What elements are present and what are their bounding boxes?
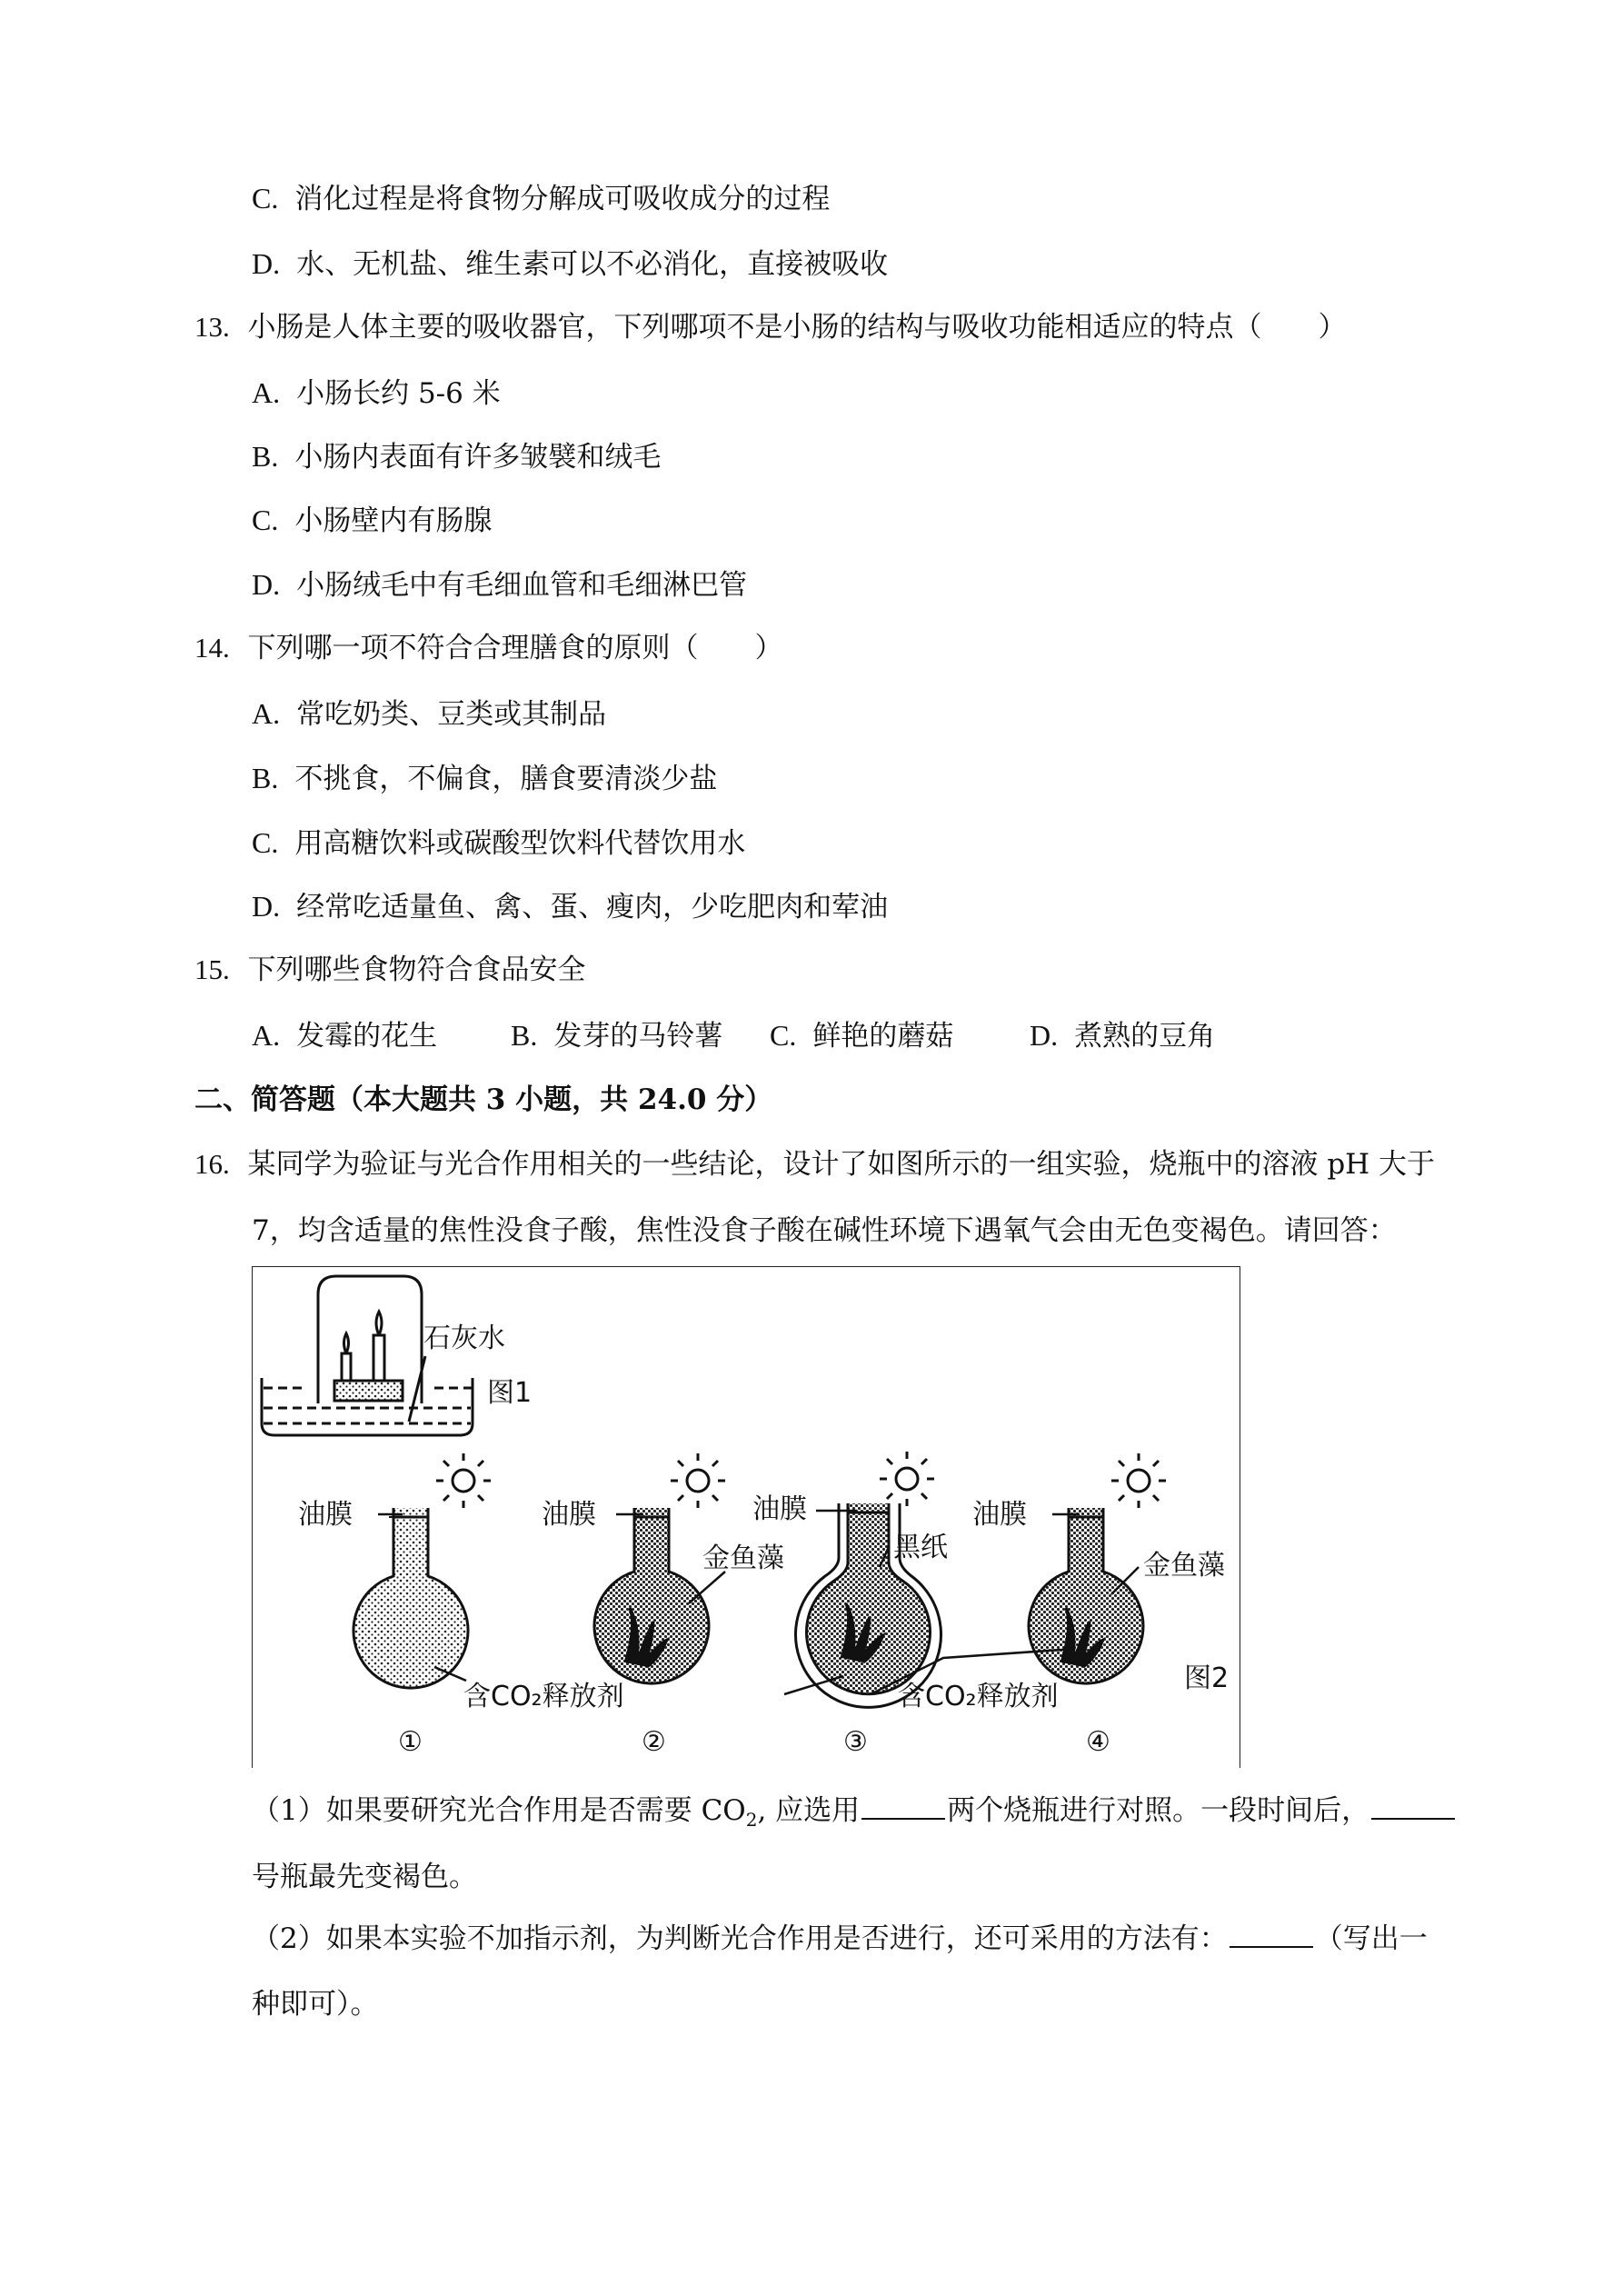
answer-blank[interactable] xyxy=(1230,1921,1313,1948)
black-paper-label: 黑纸 xyxy=(893,1532,948,1563)
flask-1 xyxy=(353,1508,468,1688)
question-stem: 下列哪一项不符合合理膳食的原则（ ） xyxy=(247,632,783,664)
section-heading xyxy=(194,1082,772,1118)
option-text: 水、无机盐、维生素可以不必消化，直接被吸收 xyxy=(296,248,889,281)
option-letter: D. xyxy=(252,247,281,280)
sun-icon xyxy=(1111,1453,1166,1508)
q13-option-c xyxy=(252,502,492,539)
sun-icon xyxy=(436,1453,491,1508)
oil-film-label-1: 油膜 xyxy=(298,1499,353,1531)
question-stem: 下列哪些食物符合食品安全 xyxy=(247,953,586,986)
sun-icon xyxy=(880,1452,934,1506)
answer-blank[interactable] xyxy=(1371,1792,1455,1820)
q16-sub1-line1 xyxy=(252,1792,1457,1838)
flask-2 xyxy=(594,1508,709,1683)
leader-lines xyxy=(378,1511,1139,1694)
fig1-bell-jar xyxy=(262,1276,473,1435)
sub1-subscript: 2 xyxy=(745,1809,758,1832)
q12-option-c xyxy=(252,180,830,217)
q16-stem-line2 xyxy=(252,1213,1397,1249)
fig2-label: 图2 xyxy=(1184,1662,1230,1694)
q13-option-d xyxy=(252,566,747,604)
co2-releaser-label-1: 含CO₂释放剂 xyxy=(463,1681,624,1712)
question-stem-cont: 7，均含适量的焦性没食子酸，焦性没食子酸在碱性环境下遇氧气会由无色变褐色。请回答： xyxy=(252,1214,1397,1247)
q14-option-a xyxy=(252,695,606,733)
sub1-line2-text: 号瓶最先变褐色。 xyxy=(252,1861,477,1893)
option-letter: D. xyxy=(1030,1019,1059,1052)
limewater-label: 石灰水 xyxy=(423,1323,505,1354)
option-text: 发霉的花生 xyxy=(296,1020,438,1053)
q16-sub2-line2 xyxy=(252,1986,379,2022)
q12-option-d xyxy=(252,245,888,283)
option-letter: B. xyxy=(511,1019,538,1052)
q15-option-b xyxy=(511,1017,722,1054)
q16-stem-line1 xyxy=(194,1146,1435,1183)
goldfish-weed-label-1: 金鱼藻 xyxy=(702,1542,784,1574)
option-letter: C. xyxy=(252,182,279,215)
section-count: 3 xyxy=(485,1083,506,1116)
q15-option-a xyxy=(252,1017,437,1054)
option-text: 常吃奶类、豆类或其制品 xyxy=(296,698,607,731)
option-text: 小肠内表面有许多皱襞和绒毛 xyxy=(294,441,662,474)
option-text: 煮熟的豆角 xyxy=(1074,1020,1216,1053)
q13-option-b xyxy=(252,438,661,475)
sub2-text-b: （写出一 xyxy=(1314,1922,1428,1955)
question-stem: 某同学为验证与光合作用相关的一些结论，设计了如图所示的一组实验，烧瓶中的溶液 pH 大于 xyxy=(247,1148,1436,1181)
sub2-text-a: （2）如果本实验不加指示剂，为判断光合作用是否进行，还可采用的方法有： xyxy=(252,1922,1228,1955)
sun-icon xyxy=(671,1453,725,1508)
q14-option-c xyxy=(252,824,745,862)
flask-number-2: ② xyxy=(642,1726,666,1758)
q16-sub2-line1 xyxy=(252,1921,1428,1957)
option-letter: C. xyxy=(252,504,279,536)
q15-stem xyxy=(194,952,585,988)
option-letter: B. xyxy=(252,440,279,473)
option-letter: C. xyxy=(252,826,279,859)
fig1-label: 图1 xyxy=(487,1377,533,1409)
option-text: 小肠长约 5-6 米 xyxy=(296,377,501,410)
flask-number-3: ③ xyxy=(843,1726,868,1758)
section-title-mid: 小题，共 xyxy=(505,1083,638,1116)
q14-stem xyxy=(194,630,782,666)
q16-sub1-line2 xyxy=(252,1859,477,1895)
question-number: 13. xyxy=(194,311,230,343)
section-title-post: 分） xyxy=(706,1083,773,1116)
option-letter: D. xyxy=(252,890,281,923)
experiment-diagram xyxy=(253,1267,1241,1769)
option-text: 消化过程是将食物分解成可吸收成分的过程 xyxy=(294,183,831,215)
option-text: 鲜艳的蘑菇 xyxy=(812,1020,954,1053)
oil-film-label-4: 油膜 xyxy=(972,1499,1027,1531)
goldfish-weed-label-2: 金鱼藻 xyxy=(1143,1550,1225,1582)
q14-option-b xyxy=(252,760,717,797)
option-letter: B. xyxy=(252,762,279,794)
q13-option-a xyxy=(252,374,501,412)
co2-releaser-label-2: 含CO₂释放剂 xyxy=(898,1681,1059,1712)
oil-film-label-2: 油膜 xyxy=(542,1499,596,1531)
q15-option-c xyxy=(770,1017,953,1054)
option-letter: A. xyxy=(252,376,281,409)
answer-blank[interactable] xyxy=(861,1792,945,1820)
sub1-text-c: 两个烧瓶进行对照。一段时间后， xyxy=(947,1794,1370,1827)
sub1-text-b: , 应选用 xyxy=(757,1794,861,1827)
option-text: 不挑食，不偏食，膳食要清淡少盐 xyxy=(294,763,718,795)
question-number: 14. xyxy=(194,632,230,664)
oil-film-label-3: 油膜 xyxy=(752,1493,807,1525)
option-text: 小肠绒毛中有毛细血管和毛细淋巴管 xyxy=(296,569,748,602)
flask-4 xyxy=(1029,1508,1143,1683)
q15-option-d xyxy=(1030,1017,1215,1054)
option-text: 用高糖饮料或碳酸型饮料代替饮用水 xyxy=(294,827,746,860)
section-score: 24.0 xyxy=(637,1083,707,1116)
sub1-text-a: （1）如果要研究光合作用是否需要 CO xyxy=(252,1794,746,1827)
option-letter: A. xyxy=(252,697,281,730)
experiment-figure xyxy=(252,1266,1240,1768)
q13-stem xyxy=(194,309,1346,345)
section-title-pre: 二、简答题（本大题共 xyxy=(194,1083,486,1116)
option-letter: A. xyxy=(252,1019,281,1052)
question-number: 15. xyxy=(194,953,230,985)
option-text: 发芽的马铃薯 xyxy=(553,1020,723,1053)
flask-number-4: ④ xyxy=(1086,1726,1110,1758)
option-letter: C. xyxy=(770,1019,797,1052)
question-stem: 小肠是人体主要的吸收器官，下列哪项不是小肠的结构与吸收功能相适应的特点（ ） xyxy=(247,311,1347,344)
option-letter: D. xyxy=(252,568,281,601)
question-number: 16. xyxy=(194,1148,230,1180)
q14-option-d xyxy=(252,888,888,925)
flask-number-1: ① xyxy=(398,1726,423,1758)
option-text: 小肠壁内有肠腺 xyxy=(294,504,493,537)
sub2-line2-text: 种即可）。 xyxy=(252,1988,379,2021)
option-text: 经常吃适量鱼、禽、蛋、瘦肉，少吃肥肉和荤油 xyxy=(296,891,889,923)
